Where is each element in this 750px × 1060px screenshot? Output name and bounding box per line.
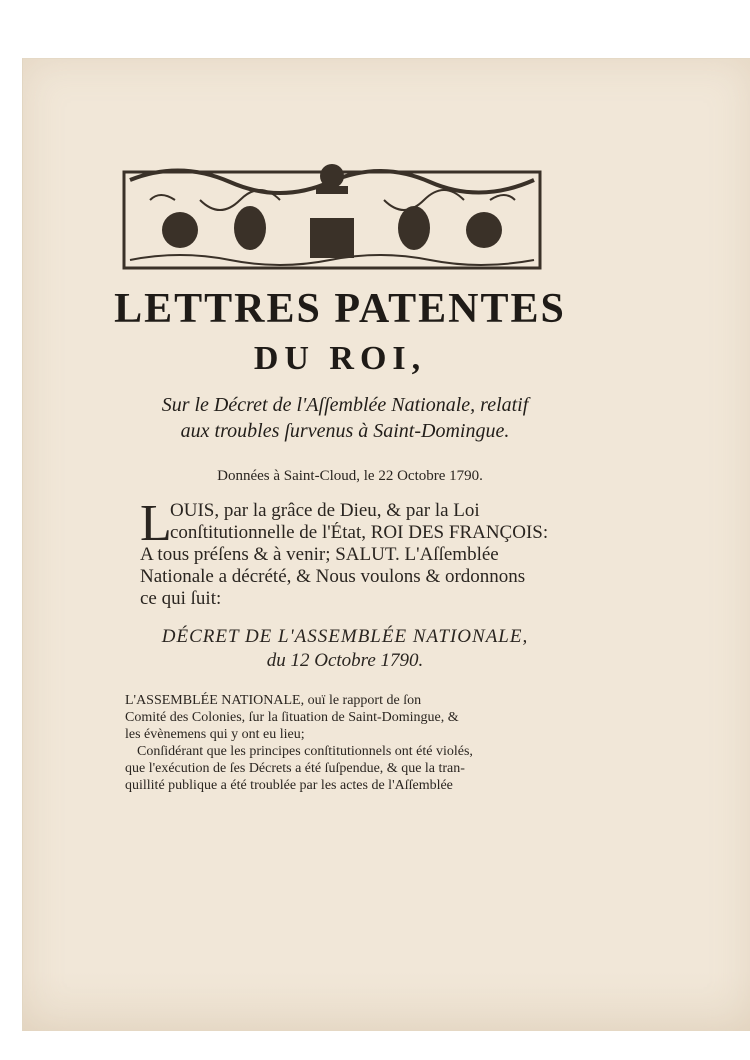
topic-line-1: Sur le Décret de l'Aſſemblée Nationale, relatif xyxy=(161,394,529,416)
drop-cap: L xyxy=(140,495,172,552)
body-line: Comité des Colonies, ſur la ſituation de Saint-Domingue, & xyxy=(125,710,459,725)
preamble-line: conſtitutionnelle de l'État, ROI DES FRANÇOIS: xyxy=(170,522,549,543)
body-line: les évènemens qui y ont eu lieu; xyxy=(125,727,305,742)
topic-line-2: aux troubles ſurvenus à Saint-Domingue. xyxy=(180,420,510,442)
preamble-block xyxy=(140,544,565,610)
document-subtitle: DU ROI, xyxy=(253,340,427,377)
decree-title: DÉCRET DE L'ASSEMBLÉE NATIONALE, xyxy=(161,626,529,647)
given-date-line: Données à Saint-Cloud, le 22 Octobre 1790. xyxy=(217,468,483,484)
preamble-line: ce qui ſuit: xyxy=(140,588,222,609)
preamble-line: OUIS, par la grâce de Dieu, & par la Loi xyxy=(170,500,480,521)
royal-ornament-headpiece-icon xyxy=(120,160,544,272)
decree-body xyxy=(125,692,555,794)
document-title: LETTRES PATENTES xyxy=(114,286,566,332)
preamble-line-1 xyxy=(170,500,565,544)
body-line: L'ASSEMBLÉE NATIONALE, ouï le rapport de ſon xyxy=(125,693,422,708)
preamble-line: A tous préſens & à venir; SALUT. L'Aſſemblée xyxy=(140,544,499,565)
decree-date: du 12 Octobre 1790. xyxy=(266,650,424,671)
body-line: quillité publique a été troublée par les actes de l'Aſſemblée xyxy=(125,778,453,793)
preamble-line: Nationale a décrété, & Nous voulons & ordonnons xyxy=(140,566,526,587)
body-line: que l'exécution de ſes Décrets a été ſuſpendue, & que la tran- xyxy=(125,761,465,776)
body-line: Conſidérant que les principes conſtitutionnels ont été violés, xyxy=(137,744,473,759)
